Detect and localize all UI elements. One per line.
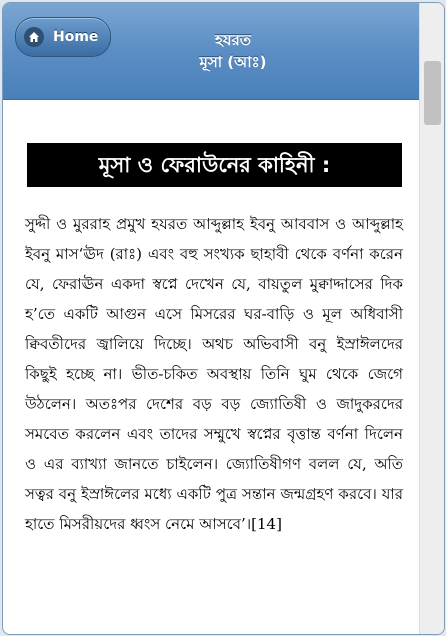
home-icon — [24, 27, 44, 47]
scrollbar-thumb[interactable] — [424, 61, 441, 125]
header-bar — [3, 3, 419, 100]
page-title-line-2: মূসা (আঃ) — [199, 53, 267, 71]
article-body: সুদ্দী ও মুররাহ প্রমুখ হযরত আব্দুল্লাহ ইবনু আববাস ও আব্দুল্লাহ ইবনু মাস‘ঊদ (রাঃ) এবং বহু সংখ্যক ছাহাবী থেকে বর্ণনা করেন যে, ফেরাঊন একদা স্বপ্নে দেখেন যে, বায়তুল মুক্বাদ্দাসের দিক হ’তে একটি আগুন এসে মিসরের ঘর-বাড়ি ও মূল অধিবাসী ক্বিবতীদের জ্বালিয়ে দিচ্ছে। অথচ অভিবাসী বনু ইস্রাঈলদের কিছুই হচ্ছে না। ভীত-চকিত অবস্থায় তিনি ঘুম থেকে জেগে উঠলেন। অতঃপর দেশের বড় বড় জ্যোতিষী ও জাদুকরদের সমবেত করলেন এবং তাদের সম্মুখে স্বপ্নের বৃত্তান্ত বর্ণনা দিলেন ও এর ব্যাখ্যা জানতে চাইলেন। জ্যোতিষীগণ বলল যে, অতি সত্বর বনু ইস্রাঈলের মধ্যে একটি পুত্র সন্তান জন্মগ্রহণ করবে। যার হাতে মিসরীয়দের ধ্বংস নেমে আসবে’।[14] — [25, 215, 403, 533]
home-button-label: Home — [53, 29, 99, 45]
app-frame — [2, 2, 445, 635]
page-title — [123, 29, 343, 73]
article-content — [3, 100, 419, 634]
vertical-scrollbar[interactable] — [419, 3, 445, 634]
article-heading: মূসা ও ফেরাউনের কাহিনী : — [27, 143, 402, 187]
page-title-line-1: হযরত — [214, 31, 252, 49]
home-button[interactable] — [15, 17, 111, 57]
